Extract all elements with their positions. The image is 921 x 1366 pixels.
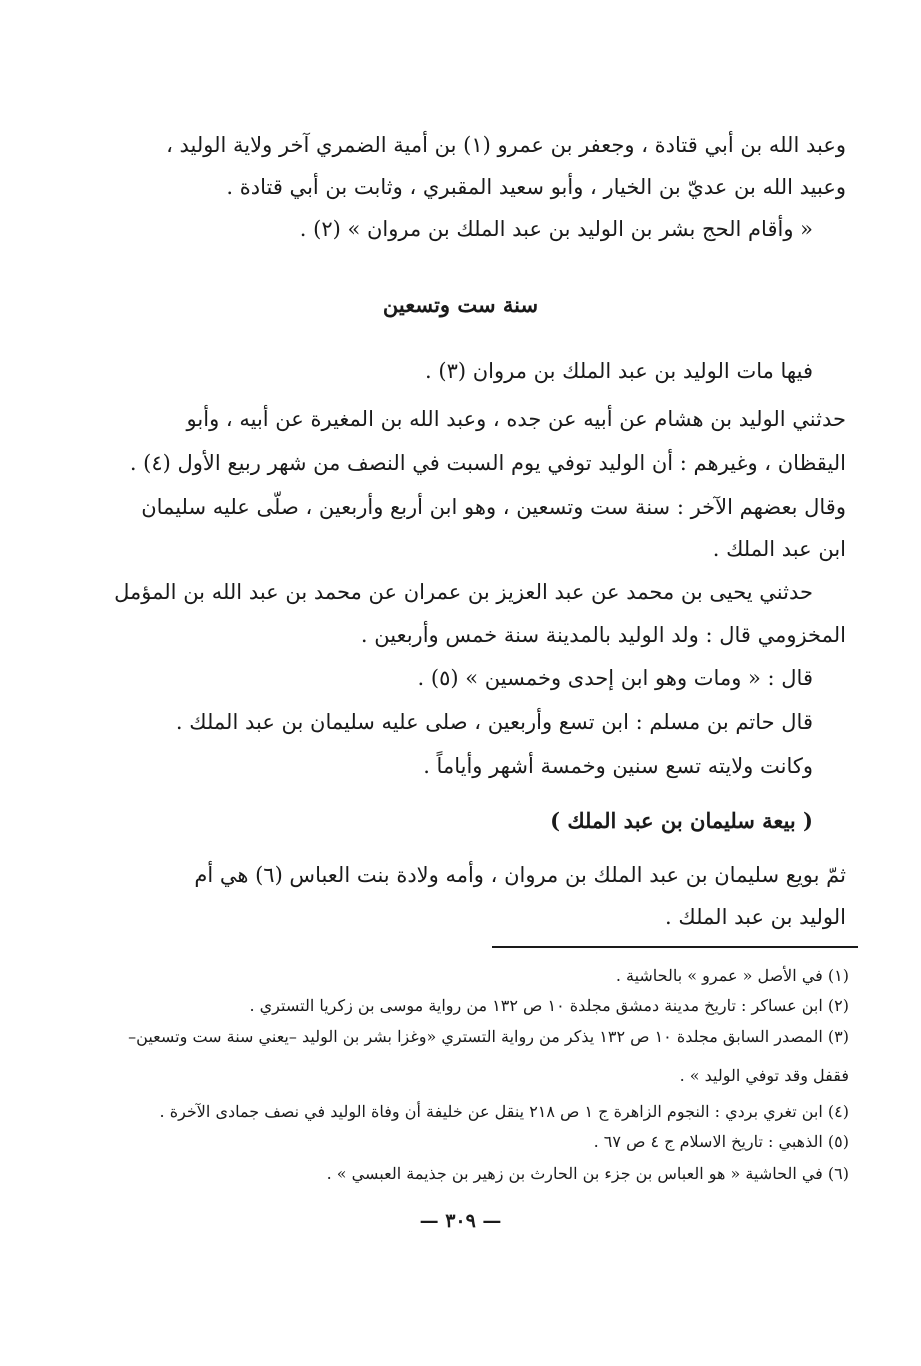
body-line-15: الوليد بن عبد الملك . (665, 905, 846, 929)
body-line-4: فيها مات الوليد بن عبد الملك بن مروان (٣) . (425, 359, 813, 383)
body-line-2: وعبيد الله بن عديّ بن الخيار ، وأبو سعيد المقبري ، وثابت بن أبي قتادة . (226, 175, 846, 199)
body-line-10: المخزومي قال : ولد الوليد بالمدينة سنة خمس وأربعين . (360, 623, 846, 647)
body-line-6: اليقظان ، وغيرهم : أن الوليد توفي يوم السبت في النصف من شهر ربيع الأول (٤) . (129, 451, 846, 475)
body-line-1: وعبد الله بن أبي قتادة ، وجعفر بن عمرو (١) بن أمية الضمري آخر ولاية الوليد ، (166, 133, 846, 157)
body-line-7: وقال بعضهم الآخر : سنة ست وتسعين ، وهو ابن أربع وأربعين ، صلّى عليه سليمان (141, 495, 846, 519)
section-heading-year-96: سنة ست وتسعين (382, 292, 539, 317)
footnote-3: (٣) المصدر السابق مجلدة ١٠ ص ١٣٢ يذكر من رواية التستري «وغزا بشر بن الوليد –يعني سنة ست وتسعين– (128, 1027, 849, 1046)
footnote-4: (٤) ابن تغري بردي : النجوم الزاهرة ج ١ ص ٢١٨ ينقل عن خليفة أن وفاة الوليد في نصف جمادى الآخرة . (159, 1102, 849, 1121)
body-line-8: ابن عبد الملك . (712, 537, 846, 561)
body-line-9: حدثني يحيى بن محمد عن عبد العزيز بن عمران عن محمد بن عبد الله بن المؤمل (114, 580, 813, 604)
section-heading-bayah: ( بيعة سليمان بن عبد الملك ) (550, 808, 813, 833)
body-line-11: قال : « ومات وهو ابن إحدى وخمسين » (٥) . (417, 666, 813, 690)
footnote-separator (492, 946, 858, 948)
footnote-1: (١) في الأصل « عمرو » بالحاشية . (615, 966, 849, 985)
body-line-13: وكانت ولايته تسع سنين وخمسة أشهر وأياماً . (423, 754, 813, 778)
body-line-3: « وأقام الحج بشر بن الوليد بن عبد الملك بن مروان » (٢) . (299, 217, 813, 241)
footnote-2: (٢) ابن عساكر : تاريخ مدينة دمشق مجلدة ١٠ ص ١٣٢ من رواية موسى بن زكريا التستري . (249, 996, 849, 1015)
page-number: — ٣٠٩ — (419, 1210, 502, 1232)
body-line-14: ثمّ بويع سليمان بن عبد الملك بن مروان ، وأمه ولادة بنت العباس (٦) هي أم (194, 863, 846, 887)
body-line-5: حدثني الوليد بن هشام عن أبيه عن جده ، وعبد الله بن المغيرة عن أبيه ، وأبو (186, 407, 846, 431)
footnote-6: (٦) في الحاشية « هو العباس بن جزء بن الحارث بن زهير بن جذيمة العبسي » . (326, 1164, 849, 1183)
body-line-12: قال حاتم بن مسلم : ابن تسع وأربعين ، صلى عليه سليمان بن عبد الملك . (175, 710, 813, 734)
footnote-5: (٥) الذهبي : تاريخ الاسلام ج ٤ ص ٦٧ . (593, 1132, 849, 1151)
footnote-3-continuation: فقفل وقد توفي الوليد » . (679, 1066, 849, 1085)
